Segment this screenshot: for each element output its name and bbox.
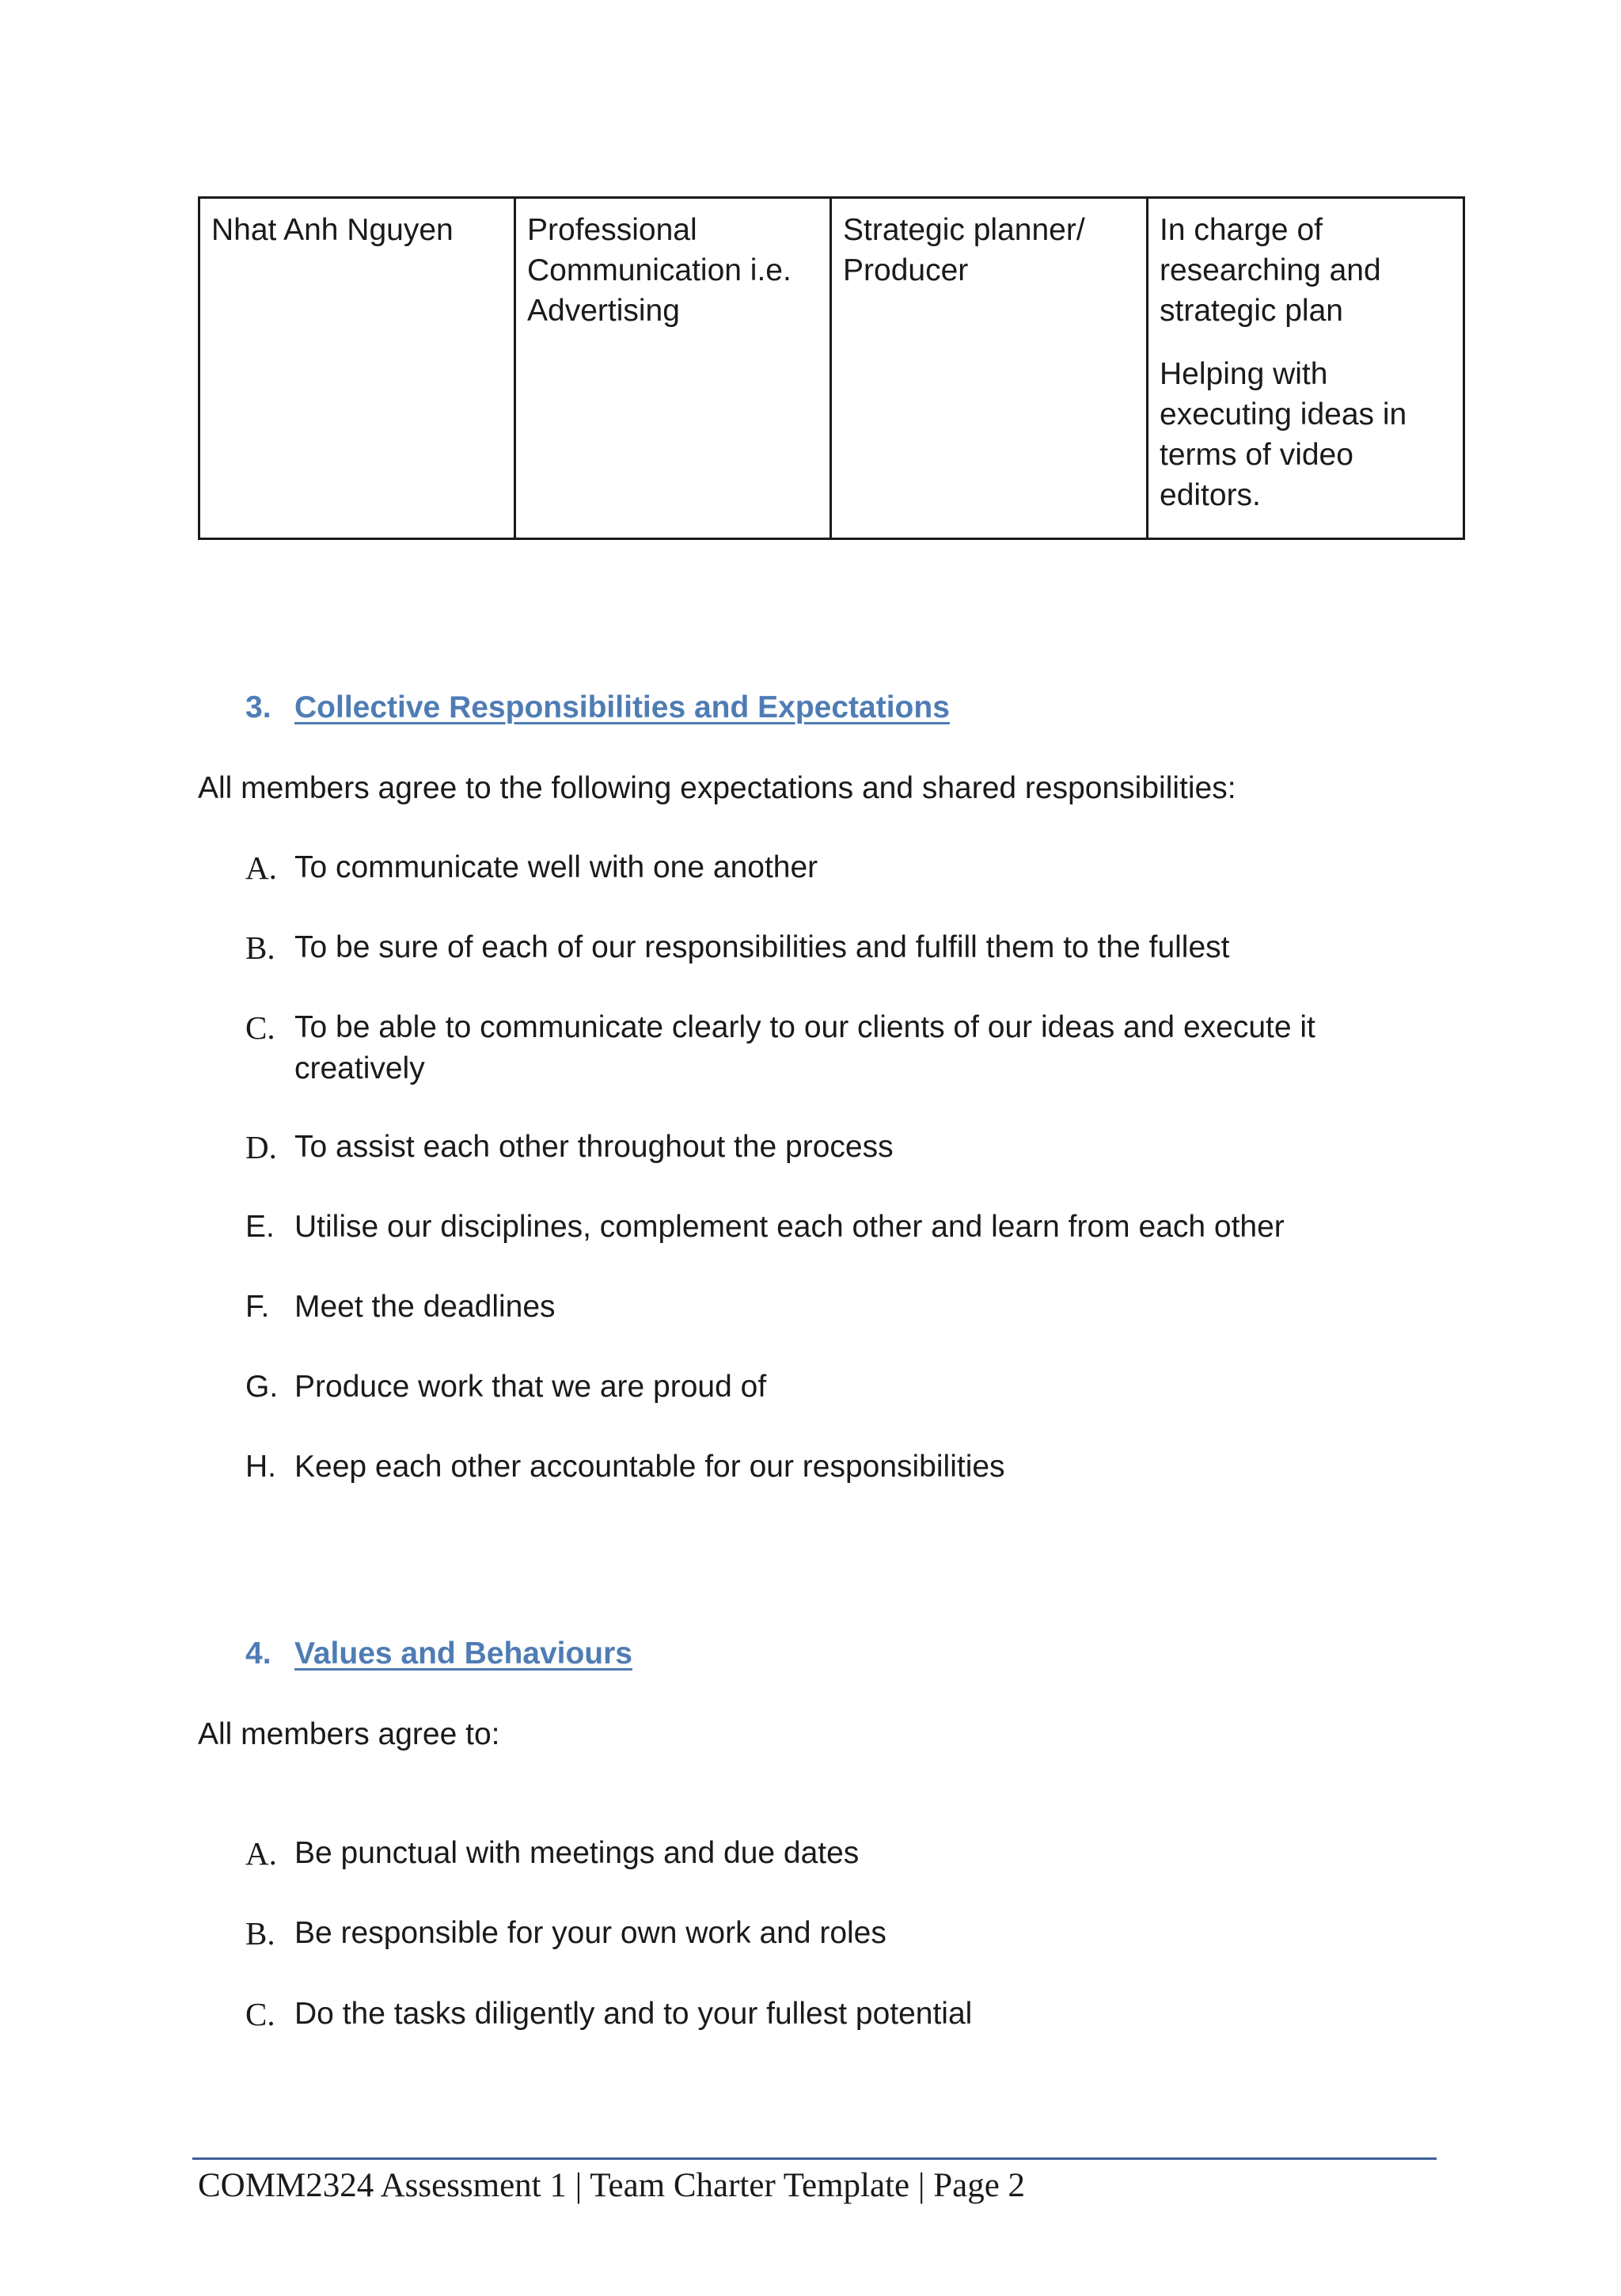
section-3-number: 3. — [245, 690, 271, 724]
member-role: Strategic planner/ Producer — [843, 213, 1085, 287]
list-marker: G. — [245, 1370, 279, 1404]
section-4-heading — [245, 1633, 632, 1674]
list-item-text: Keep each other accountable for our responsibilities — [294, 1450, 1005, 1484]
list-marker: A. — [245, 850, 277, 886]
list-item — [245, 1994, 1353, 2035]
table-row — [199, 198, 1464, 539]
list-item — [245, 1127, 1353, 1168]
member-name: Nhat Anh Nguyen — [211, 213, 454, 247]
list-marker: H. — [245, 1450, 276, 1484]
list-item-text: Produce work that we are proud of — [294, 1370, 767, 1404]
list-marker: F. — [245, 1290, 270, 1324]
member-role-cell — [831, 198, 1148, 539]
list-item-text: To be sure of each of our responsibilities and fulfill them to the fullest — [294, 930, 1230, 964]
list-item-text: To be able to communicate clearly to our clients of our ideas and execute it creatively — [294, 1010, 1315, 1085]
section-4-number: 4. — [245, 1636, 271, 1671]
section-3-intro: All members agree to the following expectations and shared responsibilities: — [198, 771, 1236, 805]
list-marker: E. — [245, 1210, 275, 1244]
list-marker: C. — [245, 1996, 275, 2032]
list-item — [245, 927, 1353, 968]
page-footer: COMM2324 Assessment 1 | Team Charter Template | Page 2 — [198, 2167, 1026, 2204]
member-responsibilities-cell — [1148, 198, 1464, 539]
list-item — [245, 1207, 1353, 1248]
member-responsibility-1: In charge of researching and strategic plan — [1160, 213, 1381, 328]
list-item — [245, 1007, 1353, 1089]
list-item-text: To communicate well with one another — [294, 850, 818, 884]
list-marker: A. — [245, 1835, 277, 1872]
list-item — [245, 1833, 1353, 1874]
list-marker: C. — [245, 1009, 275, 1046]
member-discipline-cell — [515, 198, 831, 539]
list-item — [245, 1367, 1353, 1408]
list-item — [245, 1913, 1353, 1954]
list-item-text: Utilise our disciplines, complement each other and learn from each other — [294, 1210, 1285, 1244]
section-3-title: Collective Responsibilities and Expectations — [294, 690, 950, 724]
footer-divider — [192, 2157, 1437, 2160]
list-item-text: Meet the deadlines — [294, 1290, 556, 1324]
list-marker: B. — [245, 1915, 275, 1952]
list-item-text: Do the tasks diligently and to your fullest potential — [294, 1997, 973, 2031]
list-marker: B. — [245, 929, 275, 966]
list-item-text: Be punctual with meetings and due dates — [294, 1836, 860, 1870]
member-discipline: Professional Communication i.e. Advertising — [527, 213, 792, 328]
list-item — [245, 1287, 1353, 1328]
section-4-intro: All members agree to: — [198, 1717, 500, 1751]
member-responsibility-2: Helping with executing ideas in terms of video editors. — [1160, 357, 1407, 512]
list-item — [245, 1446, 1353, 1488]
list-marker: D. — [245, 1129, 277, 1165]
list-item-text: To assist each other throughout the process — [294, 1130, 894, 1164]
section-4-title: Values and Behaviours — [294, 1636, 633, 1671]
section-3-heading — [245, 687, 950, 728]
list-item — [245, 847, 1353, 888]
list-item-text: Be responsible for your own work and roles — [294, 1916, 886, 1950]
team-member-table — [198, 196, 1465, 540]
member-name-cell — [199, 198, 515, 539]
